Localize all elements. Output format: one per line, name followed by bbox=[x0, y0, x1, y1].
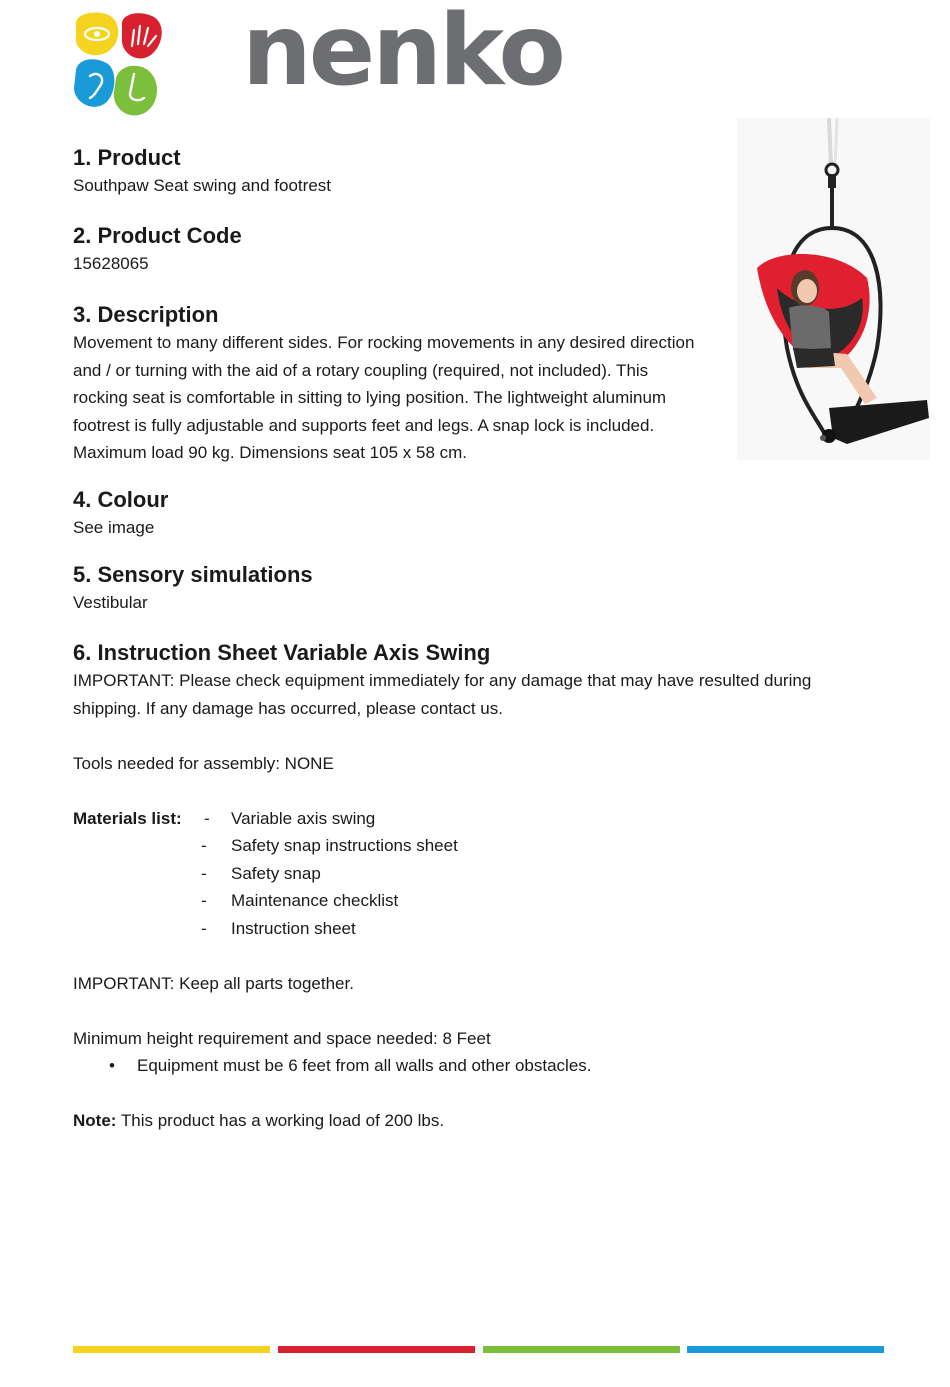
swing-seat-image bbox=[737, 118, 930, 460]
product-photo bbox=[737, 118, 930, 460]
note-label: Note: bbox=[73, 1111, 117, 1130]
footer-stripe-red bbox=[278, 1346, 475, 1353]
keep-parts-notice: IMPORTANT: Keep all parts together. bbox=[73, 973, 354, 993]
list-item: - Safety snap instructions sheet bbox=[201, 836, 458, 855]
tools-needed: Tools needed for assembly: NONE bbox=[73, 753, 334, 773]
product-code: 15628065 bbox=[73, 254, 149, 273]
materials-list bbox=[73, 805, 873, 943]
important-notice: IMPORTANT: Please check equipment immediately for any damage that may have resulted during shipping. If any damage has occurred, please contact us. bbox=[73, 671, 812, 718]
section-heading: 2. Product Code bbox=[73, 223, 242, 248]
requirement-bullets bbox=[73, 1052, 873, 1080]
section-product-code bbox=[73, 222, 242, 278]
section-instructions bbox=[73, 639, 873, 1135]
footer-stripe-yellow bbox=[73, 1346, 270, 1353]
footer-stripe-green bbox=[483, 1346, 680, 1353]
working-load-note bbox=[73, 1107, 873, 1135]
section-colour bbox=[73, 486, 168, 542]
description-text: Movement to many different sides. For rocking movements in any desired direction and / or turning with the aid of a rotary coupling (required, not included). This rocking seat is comfortable in sitting to lying position. The lightweight aluminum footrest is fully adjustable and supports feet and legs. A snap lock is included. Maximum load 90 kg. Dimensions seat 105 x 58 cm. bbox=[73, 333, 695, 462]
height-requirement: Minimum height requirement and space needed: 8 Feet bbox=[73, 1028, 491, 1048]
section-heading: 1. Product bbox=[73, 145, 181, 170]
note-text: This product has a working load of 200 lbs. bbox=[116, 1111, 445, 1130]
section-description bbox=[73, 301, 703, 467]
senses-flower-icon bbox=[72, 8, 182, 123]
colour-text: See image bbox=[73, 518, 155, 537]
section-heading: 4. Colour bbox=[73, 487, 169, 512]
list-item: - Maintenance checklist bbox=[201, 891, 399, 910]
list-item: • Equipment must be 6 feet from all walls and other obstacles. bbox=[109, 1052, 873, 1080]
product-name: Southpaw Seat swing and footrest bbox=[73, 176, 331, 195]
footer-stripe-blue bbox=[687, 1346, 884, 1353]
materials-items bbox=[201, 805, 458, 943]
list-item: - Instruction sheet bbox=[201, 918, 356, 938]
brand-wordmark: nenko bbox=[242, 0, 563, 108]
section-sensory bbox=[73, 561, 313, 617]
section-product bbox=[73, 144, 331, 200]
sensory-text: Vestibular bbox=[73, 593, 148, 612]
section-heading: 5. Sensory simulations bbox=[73, 562, 313, 587]
section-heading: 3. Description bbox=[73, 302, 219, 327]
list-item: - Variable axis swing bbox=[204, 808, 376, 828]
list-item: - Safety snap bbox=[201, 863, 321, 883]
nenko-logo bbox=[72, 0, 563, 123]
section-heading: 6. Instruction Sheet Variable Axis Swing bbox=[73, 640, 491, 665]
materials-label: Materials list: bbox=[73, 808, 182, 828]
